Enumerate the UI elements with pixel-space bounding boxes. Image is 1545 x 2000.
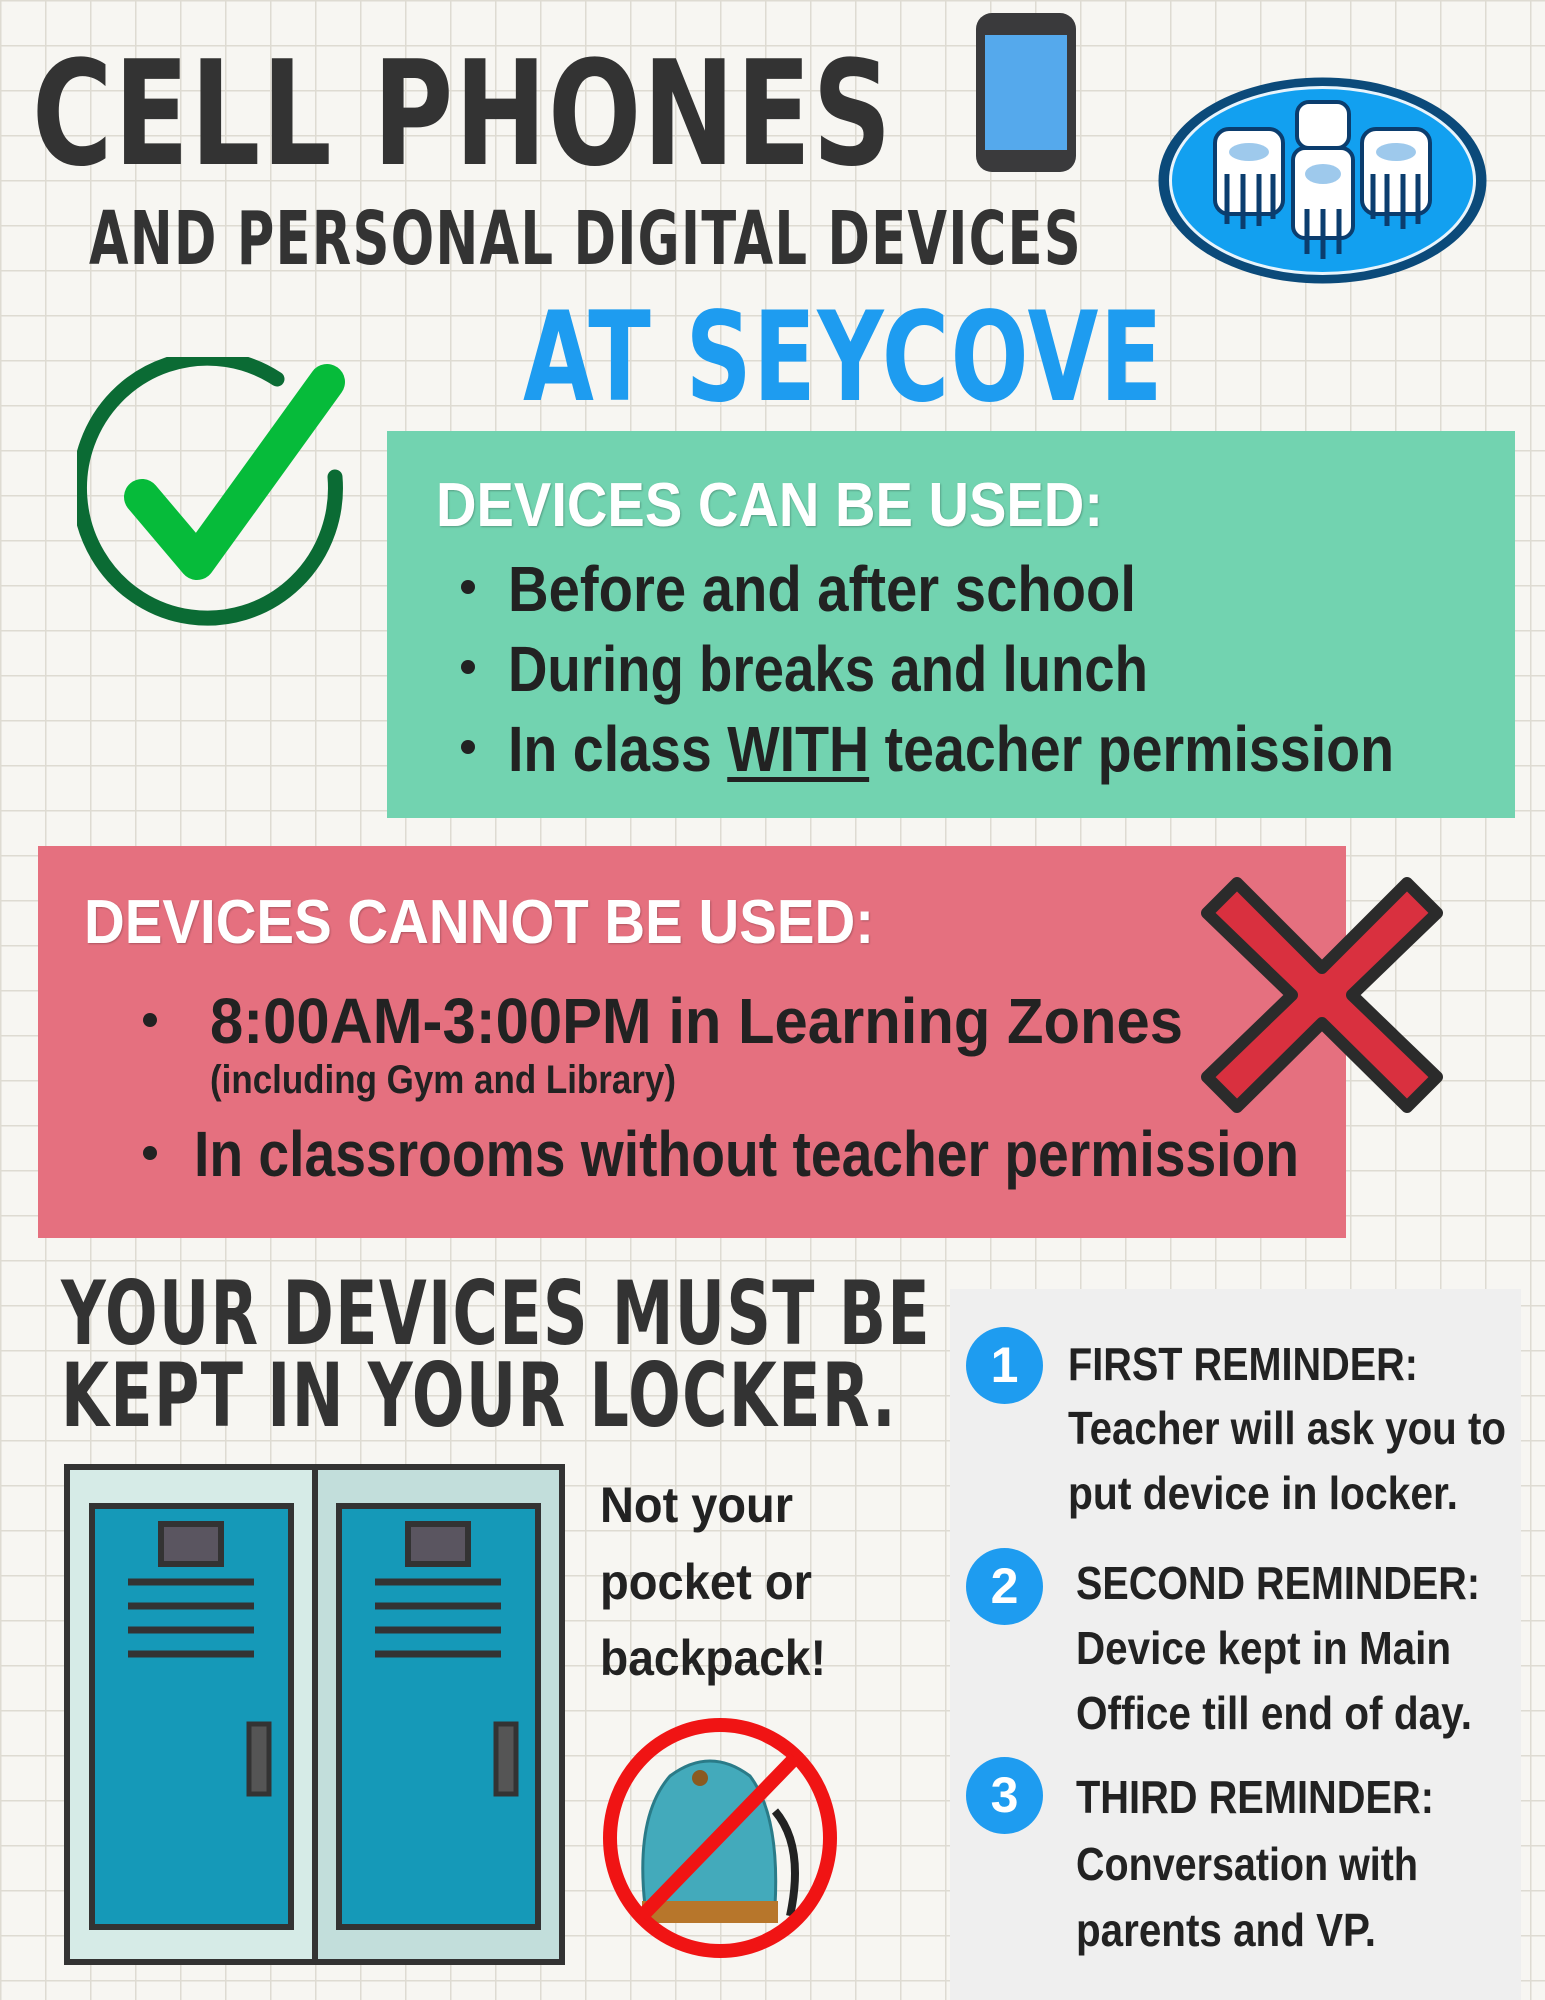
reminder-text: Conversation with — [1076, 1838, 1418, 1890]
subtitle: AND PERSONAL DIGITAL DEVICES — [89, 196, 1082, 282]
bullet-icon — [461, 580, 475, 594]
emphasis-text: WITH — [727, 713, 870, 785]
locker-note: backpack! — [600, 1630, 826, 1686]
allowed-item — [508, 712, 1394, 786]
reminder-title: SECOND REMINDER: — [1076, 1557, 1480, 1609]
check-circle-icon — [77, 357, 347, 629]
reminder-text: Device kept in Main — [1076, 1622, 1451, 1674]
bullet-icon — [143, 1146, 157, 1160]
number-badge-icon: 3 — [966, 1757, 1043, 1834]
allowed-item: Before and after school — [508, 553, 1136, 625]
no-backpack-icon — [600, 1716, 840, 1960]
number-badge-icon: 1 — [966, 1327, 1043, 1404]
reminder-title: FIRST REMINDER: — [1068, 1338, 1418, 1390]
item-text: teacher permission — [869, 713, 1394, 785]
x-mark-icon — [1197, 871, 1448, 1119]
reminder-text: Office till end of day. — [1076, 1687, 1472, 1739]
location-title: AT SEYCOVE — [523, 286, 1164, 430]
locker-heading: YOUR DEVICES MUST BE — [61, 1262, 931, 1365]
not-allowed-item: In classrooms without teacher permission — [194, 1118, 1299, 1190]
locker-icon — [64, 1464, 565, 1965]
not-allowed-note: (including Gym and Library) — [210, 1058, 676, 1102]
bullet-icon — [143, 1013, 157, 1027]
number-badge-icon: 2 — [966, 1548, 1043, 1625]
title: CELL PHONES — [32, 30, 893, 199]
locker-note: pocket or — [600, 1554, 812, 1610]
bullet-icon — [461, 740, 475, 754]
reminder-title: THIRD REMINDER: — [1076, 1771, 1434, 1823]
school-logo — [1155, 74, 1490, 287]
reminder-text: parents and VP. — [1076, 1904, 1376, 1956]
item-text: In class — [508, 713, 728, 785]
not-allowed-heading: DEVICES CANNOT BE USED: — [84, 888, 874, 957]
reminder-text: Teacher will ask you to — [1068, 1402, 1506, 1454]
reminder-text: put device in locker. — [1068, 1467, 1458, 1519]
allowed-heading: DEVICES CAN BE USED: — [436, 471, 1103, 540]
allowed-item: During breaks and lunch — [508, 633, 1148, 705]
locker-note: Not your — [600, 1477, 793, 1533]
bullet-icon — [461, 660, 475, 674]
not-allowed-item: 8:00AM-3:00PM in Learning Zones — [210, 985, 1183, 1057]
smartphone-icon — [976, 13, 1076, 172]
locker-heading: KEPT IN YOUR LOCKER. — [61, 1344, 897, 1447]
